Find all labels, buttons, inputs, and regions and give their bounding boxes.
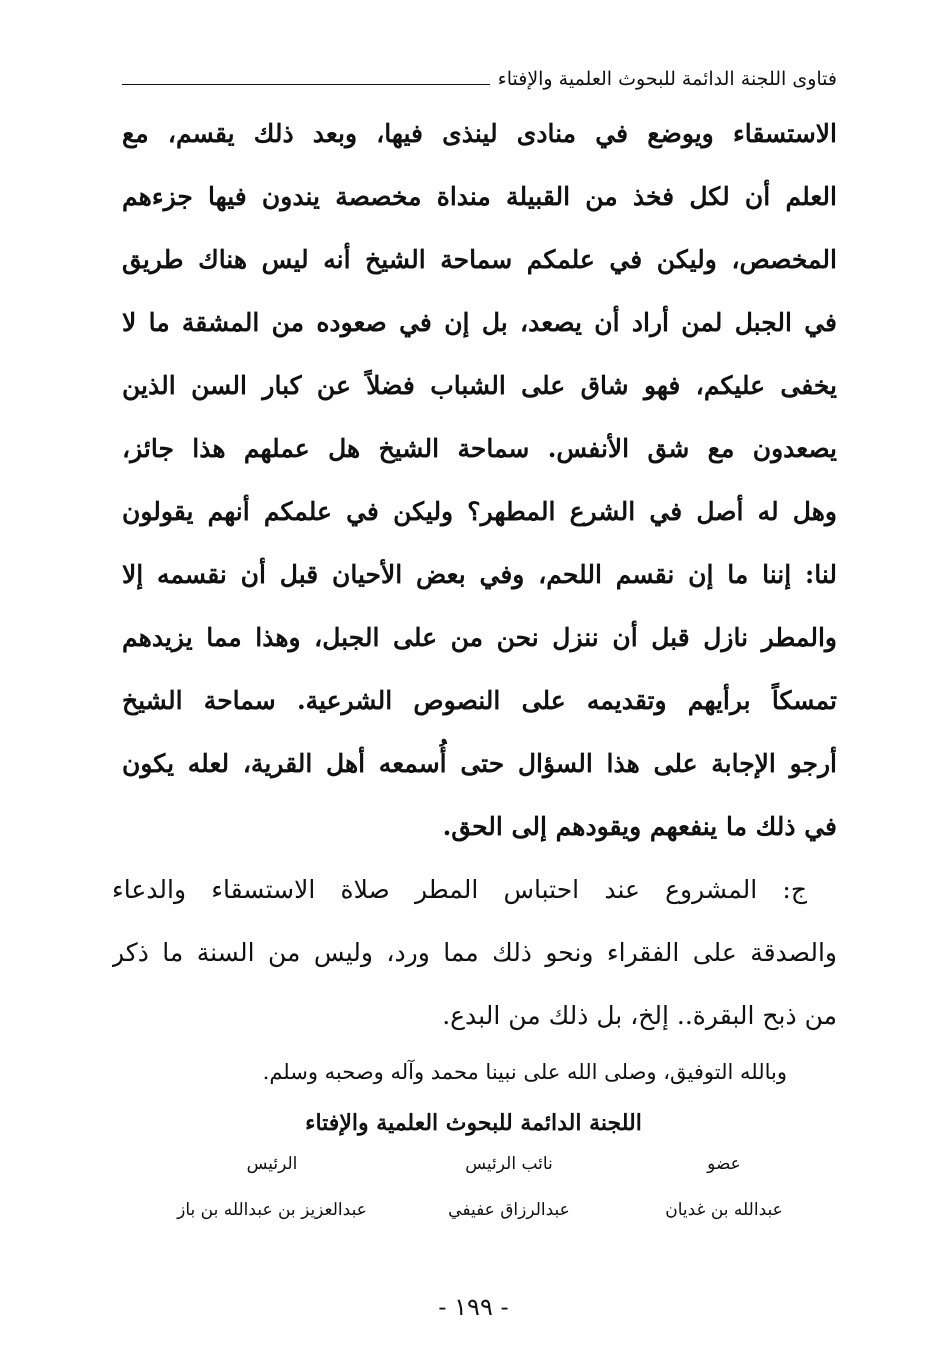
answer-line: والصدقة على الفقراء ونحو ذلك مما ورد، وليس من السنة ما ذكر xyxy=(112,938,837,967)
answer-line: ج: المشروع عند احتباس المطر صلاة الاستسقاء والدعاء xyxy=(112,875,807,904)
signatory-role: نائب الرئيس xyxy=(465,1154,553,1174)
signatory-president xyxy=(157,1150,387,1224)
answer-line: من ذبح البقرة.. إلخ، بل ذلك من البدع. xyxy=(442,1001,837,1030)
committee-name: اللجنة الدائمة للبحوث العلمية والإفتاء xyxy=(305,1110,642,1136)
signatory-name: عبدالعزيز بن عبدالله بن باز xyxy=(177,1200,367,1220)
signatory-role: الرئيس xyxy=(246,1154,298,1174)
question-line: في ذلك ما ينفعهم ويقودهم إلى الحق. xyxy=(442,812,837,841)
signatory-vice-president xyxy=(429,1150,589,1224)
page-number: - ١٩٩ - xyxy=(438,1293,509,1321)
closing-prayer: وبالله التوفيق، وصلى الله على نبينا محمد وآله وصحبه وسلم. xyxy=(262,1060,787,1084)
answer-text xyxy=(112,858,837,1047)
question-text xyxy=(122,102,837,858)
signatory-member xyxy=(649,1150,799,1224)
header-rule xyxy=(122,84,490,85)
header-title: فتاوى اللجنة الدائمة للبحوث العلمية والإفتاء xyxy=(497,68,837,90)
question-line: أرجو الإجابة على هذا السؤال حتى أُسمعه أهل القرية، لعله يكون xyxy=(122,749,837,778)
question-line: وهل له أصل في الشرع المطهر؟ وليكن في علمكم أنهم يقولون xyxy=(122,497,837,526)
question-line: الاستسقاء ويوضع في منادى لينذى فيها، وبعد ذلك يقسم، مع xyxy=(122,119,837,148)
signatory-role: عضو xyxy=(707,1154,741,1174)
question-line: يصعدون مع شق الأنفس. سماحة الشيخ هل عملهم هذا جائز، xyxy=(122,434,837,463)
question-line: لنا: إننا ما إن نقسم اللحم، وفي بعض الأحيان قبل أن نقسمه إلا xyxy=(122,560,837,589)
running-header xyxy=(122,54,837,94)
question-line: تمسكاً برأيهم وتقديمه على النصوص الشرعية. سماحة الشيخ xyxy=(122,686,837,715)
question-line: العلم أن لكل فخذ من القبيلة منداة مخصصة يندون فيها جزءهم xyxy=(122,182,837,211)
signatory-name: عبدالرزاق عفيفي xyxy=(448,1200,570,1220)
question-line: والمطر نازل قبل أن ننزل نحن من على الجبل، وهذا مما يزيدهم xyxy=(122,623,837,652)
question-line: في الجبل لمن أراد أن يصعد، بل إن في صعوده من المشقة ما لا xyxy=(122,308,837,337)
question-line: المخصص، وليكن في علمكم سماحة الشيخ أنه ليس هناك طريق xyxy=(122,245,837,274)
question-line: يخفى عليكم، فهو شاق على الشباب فضلاً عن كبار السن الذين xyxy=(122,371,837,400)
signatory-name: عبدالله بن غديان xyxy=(665,1200,783,1220)
